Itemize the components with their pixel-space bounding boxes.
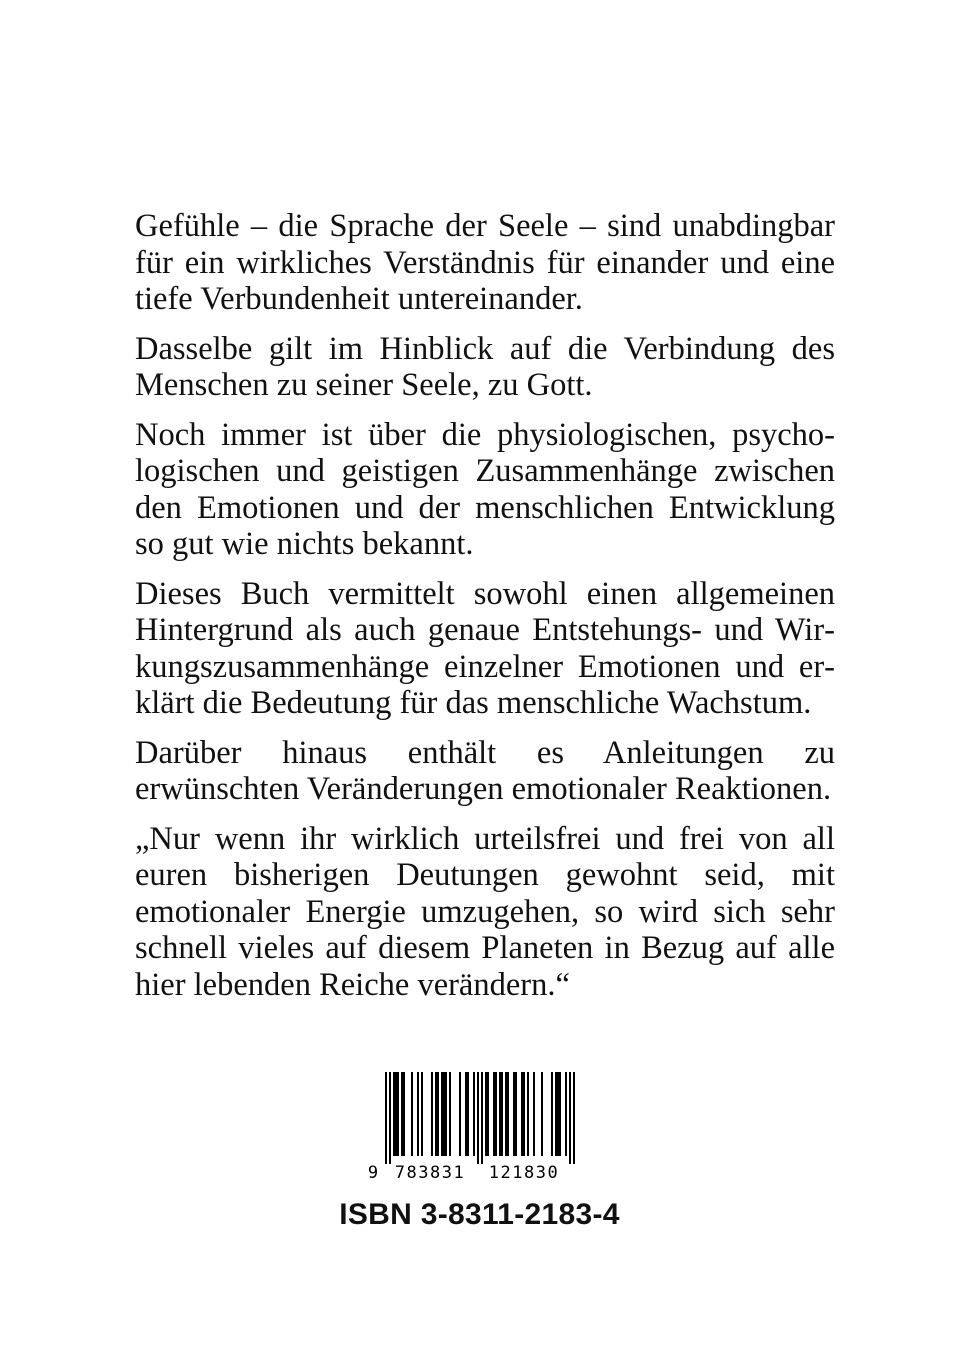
paragraph-3: Noch immer ist über die physiologischen, psychologischen und geistigen Zusammenhänge zwischen den Emotionen und der menschlichen Entwicklung so gut wie nichts bekannt. xyxy=(135,416,835,562)
barcode-bar xyxy=(493,1072,497,1156)
barcode-bar xyxy=(465,1072,469,1156)
barcode-bar xyxy=(565,1072,567,1156)
barcode-guard-bar xyxy=(389,1072,391,1164)
barcode-bar xyxy=(499,1072,503,1156)
barcode-guard-bar xyxy=(385,1072,387,1164)
barcode-bar xyxy=(441,1072,447,1156)
barcode-bar xyxy=(473,1072,475,1156)
barcode-bar xyxy=(551,1072,553,1156)
barcode-bar xyxy=(555,1072,561,1156)
barcode-graphic xyxy=(367,1070,591,1180)
barcode-bar xyxy=(521,1072,525,1156)
barcode-bars xyxy=(385,1072,575,1164)
paragraph-4: Dieses Buch vermittelt sowohl einen allgemeinen Hintergrund als auch genaue Entstehungs- und Wirkungszusammenhänge einzelner Emotionen und erklärt die Bedeutung für das menschliche Wachstum. xyxy=(135,575,835,721)
barcode-bar xyxy=(541,1072,543,1156)
barcode-bar xyxy=(417,1072,419,1156)
barcode-guard-bar xyxy=(573,1072,575,1164)
barcode-bar xyxy=(533,1072,535,1156)
barcode-bar xyxy=(421,1072,423,1156)
barcode-left-digits: 783831 xyxy=(394,1163,466,1180)
paragraph-2: Dasselbe gilt im Hinblick auf die Verbindung des Menschen zu seiner Seele, zu Gott. xyxy=(135,330,835,403)
barcode-bar xyxy=(527,1072,529,1156)
barcode-bar xyxy=(431,1072,433,1156)
barcode xyxy=(367,1070,591,1180)
paragraph-5: Darüber hinaus enthält es Anleitungen zu erwünschten Veränderungen emotionaler Reaktionen. xyxy=(135,734,835,807)
barcode-bar xyxy=(449,1072,451,1156)
paragraph-1: Gefühle – die Sprache der Seele – sind unabdingbar für ein wirkliches Verständnis für einander und eine tiefe Verbundenheit untereinander. xyxy=(135,208,835,317)
barcode-bar xyxy=(459,1072,461,1156)
barcode-bar xyxy=(485,1072,489,1156)
blurb-text xyxy=(135,208,835,1016)
barcode-guard-bar xyxy=(477,1072,479,1164)
barcode-bar xyxy=(411,1072,413,1156)
paragraph-6-quote: „Nur wenn ihr wirklich urteilsfrei und frei von all euren bisherigen Deutungen gewohnt seid, mit emotionaler Energie umzugehen, so wird sich sehr schnell vieles auf diesem Planeten in Bezug auf alle hier lebenden Reiche verändern.“ xyxy=(135,820,835,1003)
barcode-guard-bar xyxy=(569,1072,571,1164)
barcode-bar xyxy=(505,1072,509,1156)
barcode-first-digit: 9 xyxy=(367,1163,379,1180)
barcode-bar xyxy=(513,1072,517,1156)
barcode-bar xyxy=(435,1072,439,1156)
barcode-bar xyxy=(393,1072,399,1156)
barcode-guard-bar xyxy=(481,1072,483,1164)
isbn-label: ISBN 3-8311-2183-4 xyxy=(339,1198,620,1231)
barcode-right-digits: 121830 xyxy=(488,1163,560,1180)
barcode-bar xyxy=(401,1072,405,1156)
